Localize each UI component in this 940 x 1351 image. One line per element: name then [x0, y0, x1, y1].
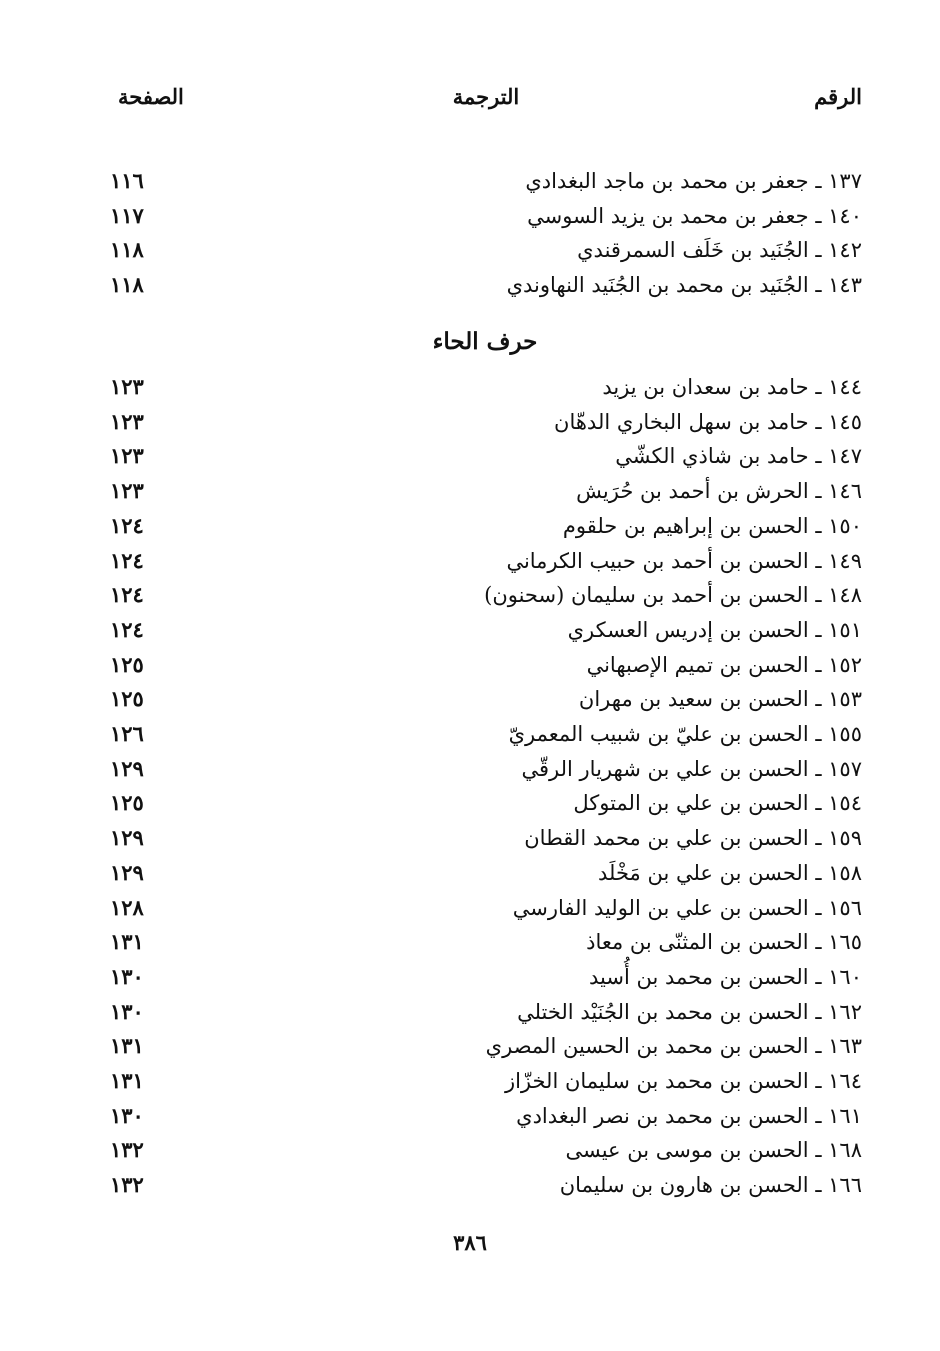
index-row [110, 474, 862, 508]
entry-page: ١١٨ [110, 271, 144, 297]
entry-page: ١٣٢ [110, 1172, 144, 1198]
entry-page: ١٢٩ [110, 859, 144, 885]
entry-page: ١٢٤ [110, 512, 144, 538]
entry-page: ١٢٩ [110, 825, 144, 851]
entry-page: ١٣٠ [110, 998, 144, 1024]
entry-page: ١٢٣ [110, 408, 144, 434]
header-title: الترجمة [452, 84, 520, 109]
index-row [110, 1133, 862, 1167]
entry-text: ١٥١ ـ الحسن بن إدريس العسكري [567, 617, 862, 642]
entry-page: ١١٦ [110, 168, 144, 193]
entry-text: ١٥٥ ـ الحسن بن عليّ بن شبيب المعمريّ [508, 722, 862, 746]
index-row [110, 199, 862, 233]
entry-page: ١٢٤ [110, 582, 144, 608]
entry-text: ١٤٠ ـ جعفر بن محمد بن يزيد السوسي [527, 203, 862, 228]
entry-page: ١٢٩ [110, 755, 144, 781]
entry-text: ١٦٦ ـ الحسن بن هارون بن سليمان [559, 1173, 862, 1198]
entry-page: ١٣٠ [110, 963, 144, 989]
index-row [110, 1099, 862, 1133]
entry-page: ١٢٥ [110, 651, 144, 677]
index-row [110, 544, 862, 578]
index-row [110, 682, 862, 716]
entry-text: ١٤٤ ـ حامد بن سعدان بن يزيد [602, 375, 862, 399]
entry-page: ١٢٥ [110, 686, 144, 712]
index-row [110, 164, 862, 198]
entry-page: ١٢٤ [110, 547, 144, 573]
index-row [110, 509, 862, 543]
index-row [110, 891, 862, 925]
entry-page: ١٢٣ [110, 478, 144, 504]
entry-text: ١٤٧ ـ حامد بن شاذي الكشّي [615, 444, 862, 469]
entry-text: ١٦٥ ـ الحسن بن المثنّى بن معاذ [586, 930, 862, 955]
entry-text: ١٦٤ ـ الحسن بن محمد بن سليمان الخزّاز [504, 1069, 862, 1093]
entry-page: ١٣٢ [110, 1137, 144, 1163]
entry-page: ١٣١ [110, 1033, 144, 1059]
header-page: الصفحة [118, 84, 184, 109]
entry-text: ١٤٨ ـ الحسن بن أحمد بن سليمان (سحنون) [484, 583, 862, 608]
index-row [110, 268, 862, 302]
entry-page: ١٢٣ [110, 443, 144, 469]
index-row [110, 370, 862, 404]
entry-text: ١٣٧ ـ جعفر بن محمد بن ماجد البغدادي [525, 169, 862, 193]
entry-text: ١٥٤ ـ الحسن بن علي بن المتوكل [573, 791, 862, 816]
entry-text: ١٤٩ ـ الحسن بن أحمد بن حبيب الكرماني [506, 548, 862, 573]
index-row [110, 578, 862, 612]
entry-page: ١٢٣ [110, 374, 144, 399]
section-heading: حرف الحاء [432, 328, 538, 355]
index-row [110, 925, 862, 959]
index-row [110, 717, 862, 751]
entry-page: ١٣١ [110, 1068, 144, 1093]
index-row [110, 1064, 862, 1098]
entry-text: ١٥٣ ـ الحسن بن سعيد بن مهران [578, 687, 862, 712]
index-row [110, 405, 862, 439]
entry-text: ١٦٣ ـ الحسن بن محمد بن الحسين المصري [485, 1034, 862, 1059]
entry-text: ١٦٠ ـ الحسن بن محمد بن أُسيد [589, 964, 862, 989]
index-row [110, 821, 862, 855]
header-number: الرقم [814, 84, 862, 109]
index-row [110, 786, 862, 820]
entry-text: ١٦٨ ـ الحسن بن موسى بن عيسى [565, 1138, 862, 1163]
index-row [110, 1029, 862, 1063]
page-number: ٣٨٦ [453, 1230, 487, 1255]
entry-page: ١٢٤ [110, 616, 144, 642]
entry-text: ١٥٢ ـ الحسن بن تميم الإصبهاني [586, 652, 862, 677]
entry-page: ١٢٨ [110, 894, 144, 920]
entry-text: ١٤٣ ـ الجُنَيد بن محمد بن الجُنَيد النهاوندي [506, 272, 862, 297]
index-row [110, 648, 862, 682]
index-row [110, 995, 862, 1029]
entry-text: ١٦٢ ـ الحسن بن محمد بن الجُنَيْد الختلي [517, 999, 862, 1024]
column-header [110, 84, 862, 114]
entry-page: ١٣٠ [110, 1102, 144, 1128]
index-row [110, 439, 862, 473]
entry-page: ١٢٥ [110, 790, 144, 816]
entry-text: ١٥٦ ـ الحسن بن علي بن الوليد الفارسي [512, 895, 862, 920]
entry-text: ١٥٠ ـ الحسن بن إبراهيم بن حلقوم [562, 513, 862, 538]
index-row [110, 960, 862, 994]
index-row [110, 233, 862, 267]
entry-page: ١٢٦ [110, 721, 144, 746]
entry-page: ١٣١ [110, 929, 144, 955]
entry-page: ١١٧ [110, 202, 144, 228]
index-row [110, 752, 862, 786]
index-row [110, 613, 862, 647]
entry-text: ١٥٨ ـ الحسن بن علي بن مَخْلَد [598, 860, 862, 885]
entry-page: ١١٨ [110, 237, 144, 262]
entry-text: ١٦١ ـ الحسن بن محمد بن نصر البغدادي [516, 1103, 862, 1128]
index-row [110, 1168, 862, 1202]
entry-text: ١٤٦ ـ الحرش بن أحمد بن حُرَيش [576, 479, 862, 504]
entry-text: ١٥٩ ـ الحسن بن علي بن محمد القطان [524, 826, 862, 851]
entry-text: ١٤٥ ـ حامد بن سهل البخاري الدهّان [554, 409, 862, 434]
index-row [110, 856, 862, 890]
entry-text: ١٤٢ ـ الجُنَيد بن خَلَف السمرقندي [577, 238, 862, 262]
entry-text: ١٥٧ ـ الحسن بن علي بن شهريار الرقّي [521, 756, 862, 781]
